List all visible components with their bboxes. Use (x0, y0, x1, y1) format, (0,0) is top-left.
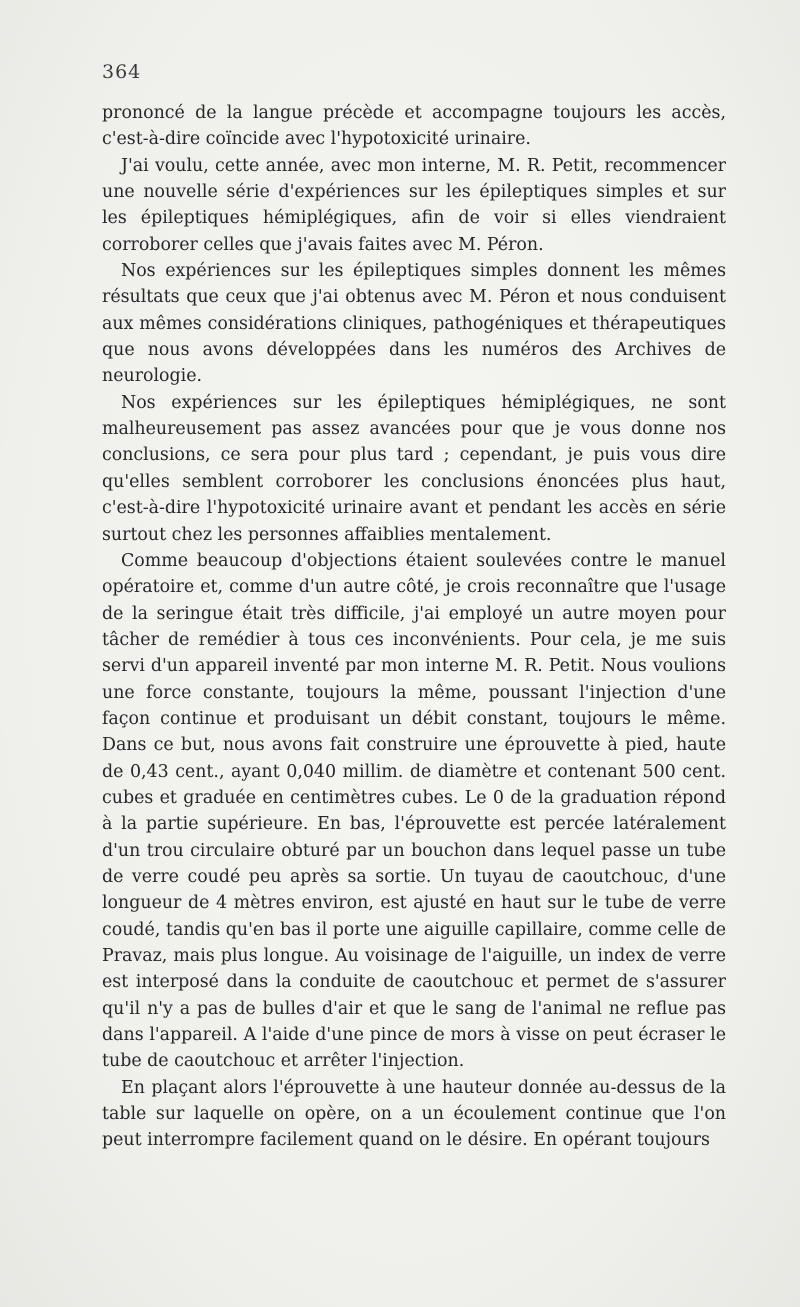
body-text (102, 100, 726, 1154)
paragraph: J'ai voulu, cette année, avec mon interne, M. R. Petit, recommencer une nouvelle série d'expériences sur les épileptiques simples et sur les épileptiques hémiplégiques, afin de voir si elles viendraient corroborer celles que j'avais faites avec M. Péron. (102, 155, 726, 255)
paragraph-continuation: prononcé de la langue précède et accompagne toujours les accès, c'est-à-dire coïncide avec l'hypotoxicité urinaire. (102, 103, 726, 150)
paragraph: Nos expériences sur les épileptiques simples donnent les mêmes résultats que ceux que j'ai obtenus avec M. Péron et nous conduisent aux mêmes considérations cliniques, pathogéniques et thérapeutiques que nous avons développées dans les numéros des Archives de neurologie. (102, 261, 726, 387)
paragraph: En plaçant alors l'éprouvette à une hauteur donnée au-dessus de la table sur laquelle on opère, on a un écoulement continue que l'on peut interrompre facilement quand on le désire. En opérant toujours (102, 1077, 726, 1151)
paragraph: Comme beaucoup d'objections étaient soulevées contre le manuel opératoire et, comme d'un autre côté, je crois reconnaître que l'usage de la seringue était très difficile, j'ai employé un autre moyen pour tâcher de remédier à tous ces inconvénients. Pour cela, je me suis servi d'un appareil inventé par mon interne M. R. Petit. Nous voulions une force constante, toujours la même, poussant l'injection d'une façon continue et produisant un débit constant, toujours le même. Dans ce but, nous avons fait construire une éprouvette à pied, haute de 0,43 cent., ayant 0,040 millim. de diamètre et contenant 500 cent. cubes et graduée en centimètres cubes. Le 0 de la graduation répond à la partie supérieure. En bas, l'éprouvette est percée latéralement d'un trou circulaire obturé par un bouchon dans lequel passe un tube de verre coudé peu après sa sortie. Un tuyau de caoutchouc, d'une longueur de 4 mètres environ, est ajusté en haut sur le tube de verre coudé, tandis qu'en bas il porte une aiguille capillaire, comme celle de Pravaz, mais plus longue. Au voisinage de l'aiguille, un index de verre est interposé dans la conduite de caoutchouc et permet de s'assurer qu'il n'y a pas de bulles d'air et que le sang de l'animal ne reflue pas dans l'appareil. A l'aide d'une pince de mors à visse on peut écraser le tube de caoutchouc et arrêter l'injection. (102, 550, 726, 1072)
paragraph: Nos expériences sur les épileptiques hémiplégiques, ne sont malheureusement pas assez avancées pour que je vous donne nos conclusions, ce sera pour plus tard ; cependant, je puis vous dire qu'elles semblent corroborer les conclusions énoncées plus haut, c'est-à-dire l'hypotoxicité urinaire avant et pendant les accès en série surtout chez les personnes affaiblies mentalement. (102, 392, 726, 545)
page-number: 364 (102, 61, 142, 83)
